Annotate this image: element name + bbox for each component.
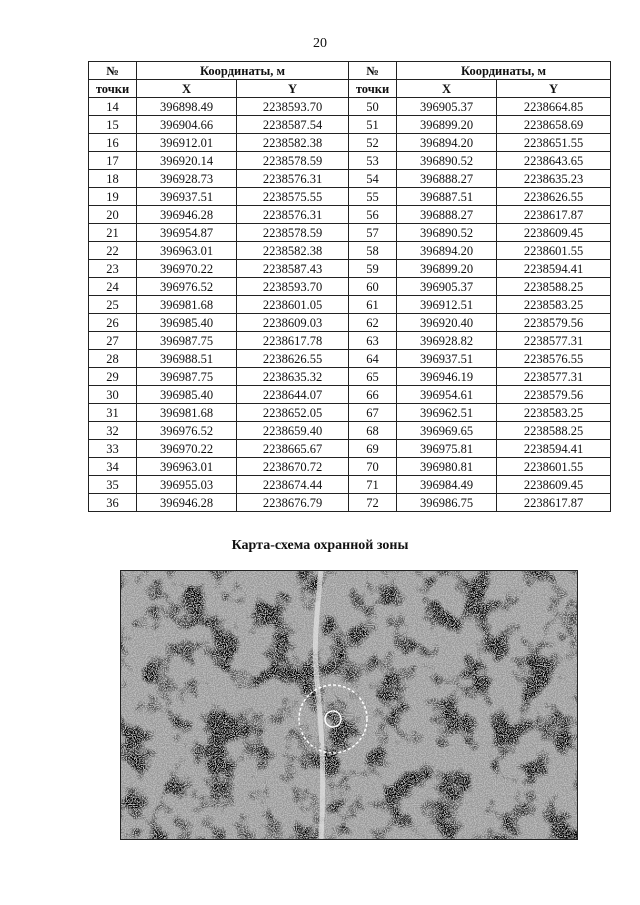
point-number-right: 63 [349, 332, 397, 350]
x-right: 396899.20 [397, 260, 497, 278]
y-right: 2238577.31 [497, 332, 611, 350]
y-right: 2238577.31 [497, 368, 611, 386]
point-number-right: 69 [349, 440, 397, 458]
x-left: 396970.22 [137, 440, 237, 458]
point-label: 45 [351, 715, 362, 725]
y-right: 2238601.55 [497, 458, 611, 476]
y-right: 2238609.45 [497, 224, 611, 242]
x-left: 396985.40 [137, 314, 237, 332]
point-number-left: 24 [89, 278, 137, 296]
y-right: 2238579.56 [497, 386, 611, 404]
point-number-left: 29 [89, 368, 137, 386]
table-row [89, 260, 611, 278]
x-left: 396898.49 [137, 98, 237, 116]
map-image [121, 571, 577, 839]
y-left: 2238578.59 [237, 224, 349, 242]
x-right: 396890.52 [397, 152, 497, 170]
point-label: 27 [341, 663, 352, 673]
table-row [89, 116, 611, 134]
point-number-right: 60 [349, 278, 397, 296]
point-number-right: 71 [349, 476, 397, 494]
point-number-right: 55 [349, 188, 397, 206]
y-left: 2238676.79 [237, 494, 349, 512]
x-right: 396969.65 [397, 422, 497, 440]
point-label: 6 [335, 743, 341, 753]
x-left: 396970.22 [137, 260, 237, 278]
header-y-right: Y [497, 80, 611, 98]
table-row [89, 152, 611, 170]
point-number-right: 57 [349, 224, 397, 242]
map-title: Карта-схема охранной зоны [231, 538, 409, 553]
point-number-right: 58 [349, 242, 397, 260]
x-right: 396937.51 [397, 350, 497, 368]
x-left: 396988.51 [137, 350, 237, 368]
y-right: 2238617.87 [497, 206, 611, 224]
point-number-right: 65 [349, 368, 397, 386]
y-left: 2238674.44 [237, 476, 349, 494]
point-number-right: 66 [349, 386, 397, 404]
x-left: 396963.01 [137, 458, 237, 476]
header-y-left: Y [237, 80, 349, 98]
y-right: 2238609.45 [497, 476, 611, 494]
point-number-left: 14 [89, 98, 137, 116]
y-right: 2238594.41 [497, 440, 611, 458]
y-left: 2238644.07 [237, 386, 349, 404]
x-right: 396986.75 [397, 494, 497, 512]
y-left: 2238578.59 [237, 152, 349, 170]
point-number-left: 17 [89, 152, 137, 170]
point-number-left: 36 [89, 494, 137, 512]
y-left: 2238582.38 [237, 242, 349, 260]
y-right: 2238626.55 [497, 188, 611, 206]
x-right: 396975.81 [397, 440, 497, 458]
point-number-right: 62 [349, 314, 397, 332]
x-left: 396937.51 [137, 188, 237, 206]
y-right: 2238601.55 [497, 242, 611, 260]
y-left: 2238601.05 [237, 296, 349, 314]
point-number-right: 59 [349, 260, 397, 278]
table-row [89, 350, 611, 368]
point-number-left: 28 [89, 350, 137, 368]
y-right: 2238588.25 [497, 278, 611, 296]
point-number-right: 72 [349, 494, 397, 512]
x-right: 396890.52 [397, 224, 497, 242]
x-right: 396962.51 [397, 404, 497, 422]
point-number-left: 15 [89, 116, 137, 134]
point-number-right: 64 [349, 350, 397, 368]
header-x-right: X [397, 80, 497, 98]
y-left: 2238575.55 [237, 188, 349, 206]
y-right: 2238583.25 [497, 296, 611, 314]
y-right: 2238579.56 [497, 314, 611, 332]
header-x-left: X [137, 80, 237, 98]
table-row [89, 386, 611, 404]
table-header-row [89, 62, 611, 80]
x-left: 396981.68 [137, 296, 237, 314]
y-right: 2238594.41 [497, 260, 611, 278]
point-label: 36 [373, 709, 384, 719]
point-label: 50 [359, 667, 370, 677]
x-left: 396987.75 [137, 332, 237, 350]
point-number-left: 35 [89, 476, 137, 494]
point-number-right: 53 [349, 152, 397, 170]
x-right: 396954.61 [397, 386, 497, 404]
table-subheader-row [89, 80, 611, 98]
table-row [89, 188, 611, 206]
y-right: 2238576.55 [497, 350, 611, 368]
point-number-right: 70 [349, 458, 397, 476]
point-number-left: 32 [89, 422, 137, 440]
y-left: 2238576.31 [237, 206, 349, 224]
page-number: 20 [313, 36, 327, 51]
point-number-left: 27 [89, 332, 137, 350]
map-scheme [120, 570, 578, 840]
x-right: 396894.20 [397, 134, 497, 152]
point-number-left: 25 [89, 296, 137, 314]
y-left: 2238576.31 [237, 170, 349, 188]
x-right: 396928.82 [397, 332, 497, 350]
point-number-right: 67 [349, 404, 397, 422]
table-body [89, 98, 611, 512]
y-right: 2238588.25 [497, 422, 611, 440]
point-number-left: 19 [89, 188, 137, 206]
header-points-right: точки [349, 80, 397, 98]
x-left: 396912.01 [137, 134, 237, 152]
x-left: 396963.01 [137, 242, 237, 260]
table-row [89, 476, 611, 494]
table-row [89, 404, 611, 422]
table-row [89, 134, 611, 152]
x-right: 396984.49 [397, 476, 497, 494]
point-label: 15 [289, 699, 300, 709]
header-number-right: № [349, 62, 397, 80]
coordinates-table [88, 61, 611, 512]
point-number-left: 18 [89, 170, 137, 188]
table-row [89, 242, 611, 260]
point-number-left: 22 [89, 242, 137, 260]
x-right: 396920.40 [397, 314, 497, 332]
table-row [89, 206, 611, 224]
y-right: 2238664.85 [497, 98, 611, 116]
y-left: 2238593.70 [237, 278, 349, 296]
x-left: 396946.28 [137, 206, 237, 224]
point-number-right: 68 [349, 422, 397, 440]
header-number-left: № [89, 62, 137, 80]
map-speckle [121, 571, 577, 839]
x-right: 396894.20 [397, 242, 497, 260]
point-number-right: 56 [349, 206, 397, 224]
point-number-right: 54 [349, 170, 397, 188]
point-number-left: 21 [89, 224, 137, 242]
table-row [89, 458, 611, 476]
table-row [89, 422, 611, 440]
x-left: 396920.14 [137, 152, 237, 170]
table-row [89, 170, 611, 188]
table-row [89, 440, 611, 458]
x-right: 396912.51 [397, 296, 497, 314]
x-right: 396887.51 [397, 188, 497, 206]
point-label: 12 [311, 741, 322, 751]
x-left: 396904.66 [137, 116, 237, 134]
y-right: 2238651.55 [497, 134, 611, 152]
x-left: 396976.52 [137, 422, 237, 440]
x-left: 396976.52 [137, 278, 237, 296]
table-row [89, 368, 611, 386]
y-left: 2238652.05 [237, 404, 349, 422]
point-number-left: 34 [89, 458, 137, 476]
x-right: 396888.27 [397, 170, 497, 188]
table-row [89, 278, 611, 296]
table-row [89, 224, 611, 242]
table-row [89, 494, 611, 512]
point-number-right: 61 [349, 296, 397, 314]
table-row [89, 332, 611, 350]
x-left: 396954.87 [137, 224, 237, 242]
x-right: 396905.37 [397, 278, 497, 296]
x-right: 396888.27 [397, 206, 497, 224]
y-left: 2238635.32 [237, 368, 349, 386]
point-number-right: 50 [349, 98, 397, 116]
y-left: 2238670.72 [237, 458, 349, 476]
x-right: 396946.19 [397, 368, 497, 386]
x-right: 396899.20 [397, 116, 497, 134]
x-left: 396987.75 [137, 368, 237, 386]
x-left: 396928.73 [137, 170, 237, 188]
point-number-left: 26 [89, 314, 137, 332]
y-left: 2238659.40 [237, 422, 349, 440]
point-label: 53 [299, 723, 310, 733]
point-label: 69 [369, 681, 380, 691]
x-left: 396946.28 [137, 494, 237, 512]
y-left: 2238587.43 [237, 260, 349, 278]
y-right: 2238635.23 [497, 170, 611, 188]
table-row [89, 314, 611, 332]
table-row [89, 98, 611, 116]
point-label: 88 [349, 691, 360, 701]
x-left: 396985.40 [137, 386, 237, 404]
x-right: 396905.37 [397, 98, 497, 116]
point-number-left: 31 [89, 404, 137, 422]
y-right: 2238658.69 [497, 116, 611, 134]
y-left: 2238626.55 [237, 350, 349, 368]
y-left: 2238582.38 [237, 134, 349, 152]
y-left: 2238617.78 [237, 332, 349, 350]
table-row [89, 296, 611, 314]
y-left: 2238587.54 [237, 116, 349, 134]
point-number-left: 30 [89, 386, 137, 404]
header-coordinates-left: Координаты, м [137, 62, 349, 80]
y-right: 2238617.87 [497, 494, 611, 512]
y-right: 2238583.25 [497, 404, 611, 422]
point-number-left: 20 [89, 206, 137, 224]
point-number-left: 23 [89, 260, 137, 278]
point-number-left: 16 [89, 134, 137, 152]
point-number-left: 33 [89, 440, 137, 458]
y-right: 2238643.65 [497, 152, 611, 170]
point-number-right: 52 [349, 134, 397, 152]
header-points-left: точки [89, 80, 137, 98]
x-right: 396980.81 [397, 458, 497, 476]
y-left: 2238593.70 [237, 98, 349, 116]
header-coordinates-right: Координаты, м [397, 62, 611, 80]
y-left: 2238665.67 [237, 440, 349, 458]
x-left: 396981.68 [137, 404, 237, 422]
point-number-right: 51 [349, 116, 397, 134]
x-left: 396955.03 [137, 476, 237, 494]
y-left: 2238609.03 [237, 314, 349, 332]
